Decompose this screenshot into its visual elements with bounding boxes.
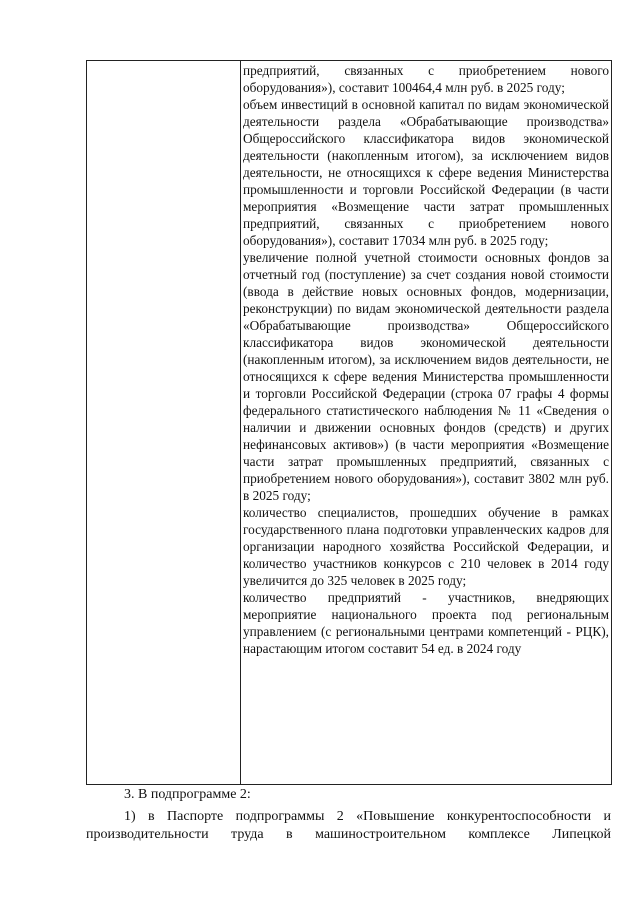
indicator-paragraph: количество специалистов, прошедших обучение в рамках государственного плана подготовки управленческих кадров для организации народного хозяйства Российской Федерации, и количество участников конкурсов с 210 человек в 2014 году увеличится до 325 человек в 2025 году; [243,505,609,588]
passport-table [86,60,612,785]
table-cell-indicators [241,61,612,785]
list-item-paragraph: 1) в Паспорте подпрограммы 2 «Повышение конкурентоспособности и производительности труда в машиностроительном комплексе Липецкой [86,809,611,842]
indicator-paragraph: количество предприятий - участников, внедряющих мероприятие национального проекта под региональным управлением (с региональными центрами компетенций - РЦК), нарастающим итогом составит 54 ед. в 2024 году [243,590,609,656]
table-cell-label [87,61,241,785]
table-row [87,61,612,785]
indicator-paragraph: объем инвестиций в основной капитал по видам экономической деятельности раздела «Обрабатывающие производства» Общероссийского классификатора видов экономической деятельности (накопленным итогом), за исключением видов деятельности, не относящихся к сфере ведения Министерства промышленности и торговли Российской Федерации (в части мероприятия «Возмещение части затрат промышленных предприятий, связанных с приобретением нового оборудования»), составит 17034 млн руб. в 2025 году; [243,97,609,248]
section-subheading: 3. В подпрограмме 2: [124,787,251,802]
indicator-paragraph: предприятий, связанных с приобретением нового оборудования»), составит 100464,4 млн руб. в 2025 году; [243,63,609,95]
indicator-paragraph: увеличение полной учетной стоимости основных фондов за отчетный год (поступление) за счет создания новой стоимости (ввода в действие новых основных фондов, модернизации, реконструкции) по видам экономической деятельности раздела «Обрабатывающие производства» Общероссийского классификатора видов экономической деятельности (накопленным итогом), за исключением видов деятельности, не относящихся к сфере ведения Министерства промышленности и торговли Российской Федерации (строка 07 графы 4 формы федерального статистического наблюдения № 11 «Сведения о наличии и движении основных фондов (средств) и других нефинансовых активов») (в части мероприятия «Возмещение части затрат промышленных предприятий, связанных с приобретением нового оборудования»), составит 3802 млн руб. в 2025 году; [243,250,609,503]
